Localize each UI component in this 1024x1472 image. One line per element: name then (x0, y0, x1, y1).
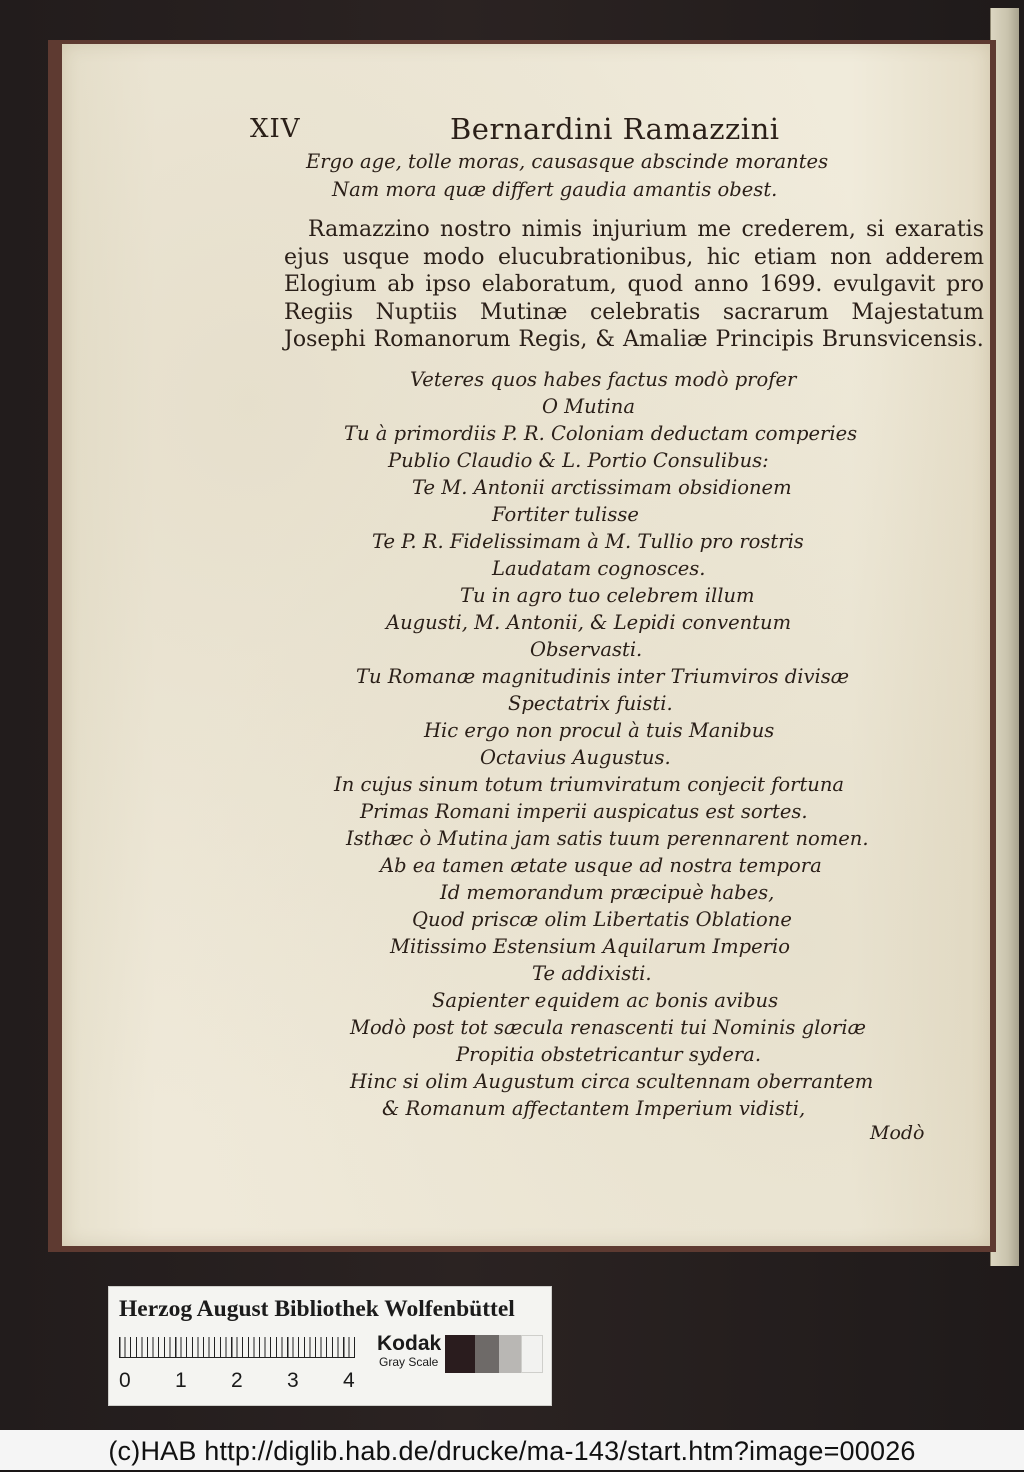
gray-swatch (521, 1335, 543, 1373)
ruler-digit: 1 (175, 1369, 187, 1392)
page-number: XIV (250, 114, 301, 144)
poem-line: Augusti, M. Antonii, & Lepidi conventum (386, 611, 792, 634)
gray-swatch (445, 1335, 475, 1373)
poem-line: Propitia obstetricantur sydera. (456, 1043, 762, 1066)
poem-line: Sapienter equidem ac bonis avibus (432, 989, 779, 1012)
measurement-ruler (119, 1337, 355, 1365)
poem-line: Hinc si olim Augustum circa scultennam oberrantem (350, 1070, 874, 1093)
poem-line: Isthæc ò Mutina jam satis tuum perennarent nomen. (346, 827, 869, 850)
ruler-digit: 2 (231, 1369, 243, 1392)
poem-line: In cujus sinum totum triumviratum conjecit fortuna (334, 773, 845, 796)
gray-scale-swatches (445, 1335, 543, 1373)
poem-line: O Mutina (542, 395, 635, 418)
poem-line: Publio Claudio & L. Portio Consulibus: (388, 449, 769, 472)
color-calibration-target (108, 1286, 552, 1406)
page-header-title: Bernardini Ramazzini (450, 112, 780, 146)
prose-paragraph: Ramazzino nostro nimis injurium me crederem, si exaratis ejus usque modo elucubrationibus, hic etiam non adderem Elogium ab ipso elaboratum, quod anno 1699. evulgavit pro Regiis Nuptiis Mutinæ celebratis sacrarum Majestatum Josephi Romanorum Regis, & Amaliæ Principis Brunsvicensis. (284, 217, 984, 352)
poem-line: Fortiter tulisse (492, 503, 639, 526)
gray-swatch (475, 1335, 499, 1373)
catchword: Modò (870, 1122, 925, 1144)
footer-credit: (c)HAB http://diglib.hab.de/drucke/ma-143/start.htm?image=00026 (0, 1430, 1024, 1470)
poem-line: Te P. R. Fidelissimam à M. Tullio pro rostris (372, 530, 804, 553)
poem-line: Tu Romanæ magnitudinis inter Triumviros divisæ (356, 665, 850, 688)
poem-line: Id memorandum præcipuè habes, (440, 881, 775, 904)
poem-line: Hic ergo non procul à tuis Manibus (424, 719, 775, 742)
ruler-ticks (119, 1337, 355, 1358)
poem-line: Ab ea tamen ætate usque ad nostra tempora (380, 854, 822, 877)
library-name: Herzog August Bibliothek Wolfenbüttel (119, 1296, 515, 1322)
poem-line: Tu à primordiis P. R. Coloniam deductam comperies (344, 422, 858, 445)
running-head (62, 112, 990, 152)
poem-line: Veteres quos habes factus modò profer (410, 368, 797, 391)
kodak-label (377, 1333, 441, 1369)
gray-swatch (499, 1335, 521, 1373)
kodak-brand: Kodak (377, 1332, 442, 1355)
poem-line: & Romanum affectantem Imperium vidisti, (382, 1097, 806, 1120)
book-page (62, 44, 990, 1246)
verse-line: Ergo age, tolle moras, causasque abscinde morantes (306, 150, 829, 173)
ruler-digits (119, 1369, 359, 1395)
poem-line: Primas Romani imperii auspicatus est sortes. (360, 800, 808, 823)
ruler-digit: 4 (343, 1369, 355, 1392)
poem-line: Quod priscæ olim Libertatis Oblatione (412, 908, 792, 931)
ruler-digit: 0 (119, 1369, 131, 1392)
kodak-subtitle: Gray Scale (379, 1355, 439, 1369)
poem-line: Octavius Augustus. (480, 746, 671, 769)
poem-line: Te M. Antonii arctissimam obsidionem (412, 476, 792, 499)
poem-line: Mitissimo Estensium Aquilarum Imperio (390, 935, 790, 958)
poem-line: Modò post tot sæcula renascenti tui Nominis gloriæ (350, 1016, 866, 1039)
poem-line: Tu in agro tuo celebrem illum (460, 584, 755, 607)
verse-line: Nam mora quæ differt gaudia amantis obest. (332, 178, 778, 201)
poem-line: Spectatrix fuisti. (508, 692, 673, 715)
ruler-digit: 3 (287, 1369, 299, 1392)
poem-line: Te addixisti. (532, 962, 652, 985)
poem-line: Observasti. (530, 638, 643, 661)
poem-line: Laudatam cognosces. (492, 557, 706, 580)
